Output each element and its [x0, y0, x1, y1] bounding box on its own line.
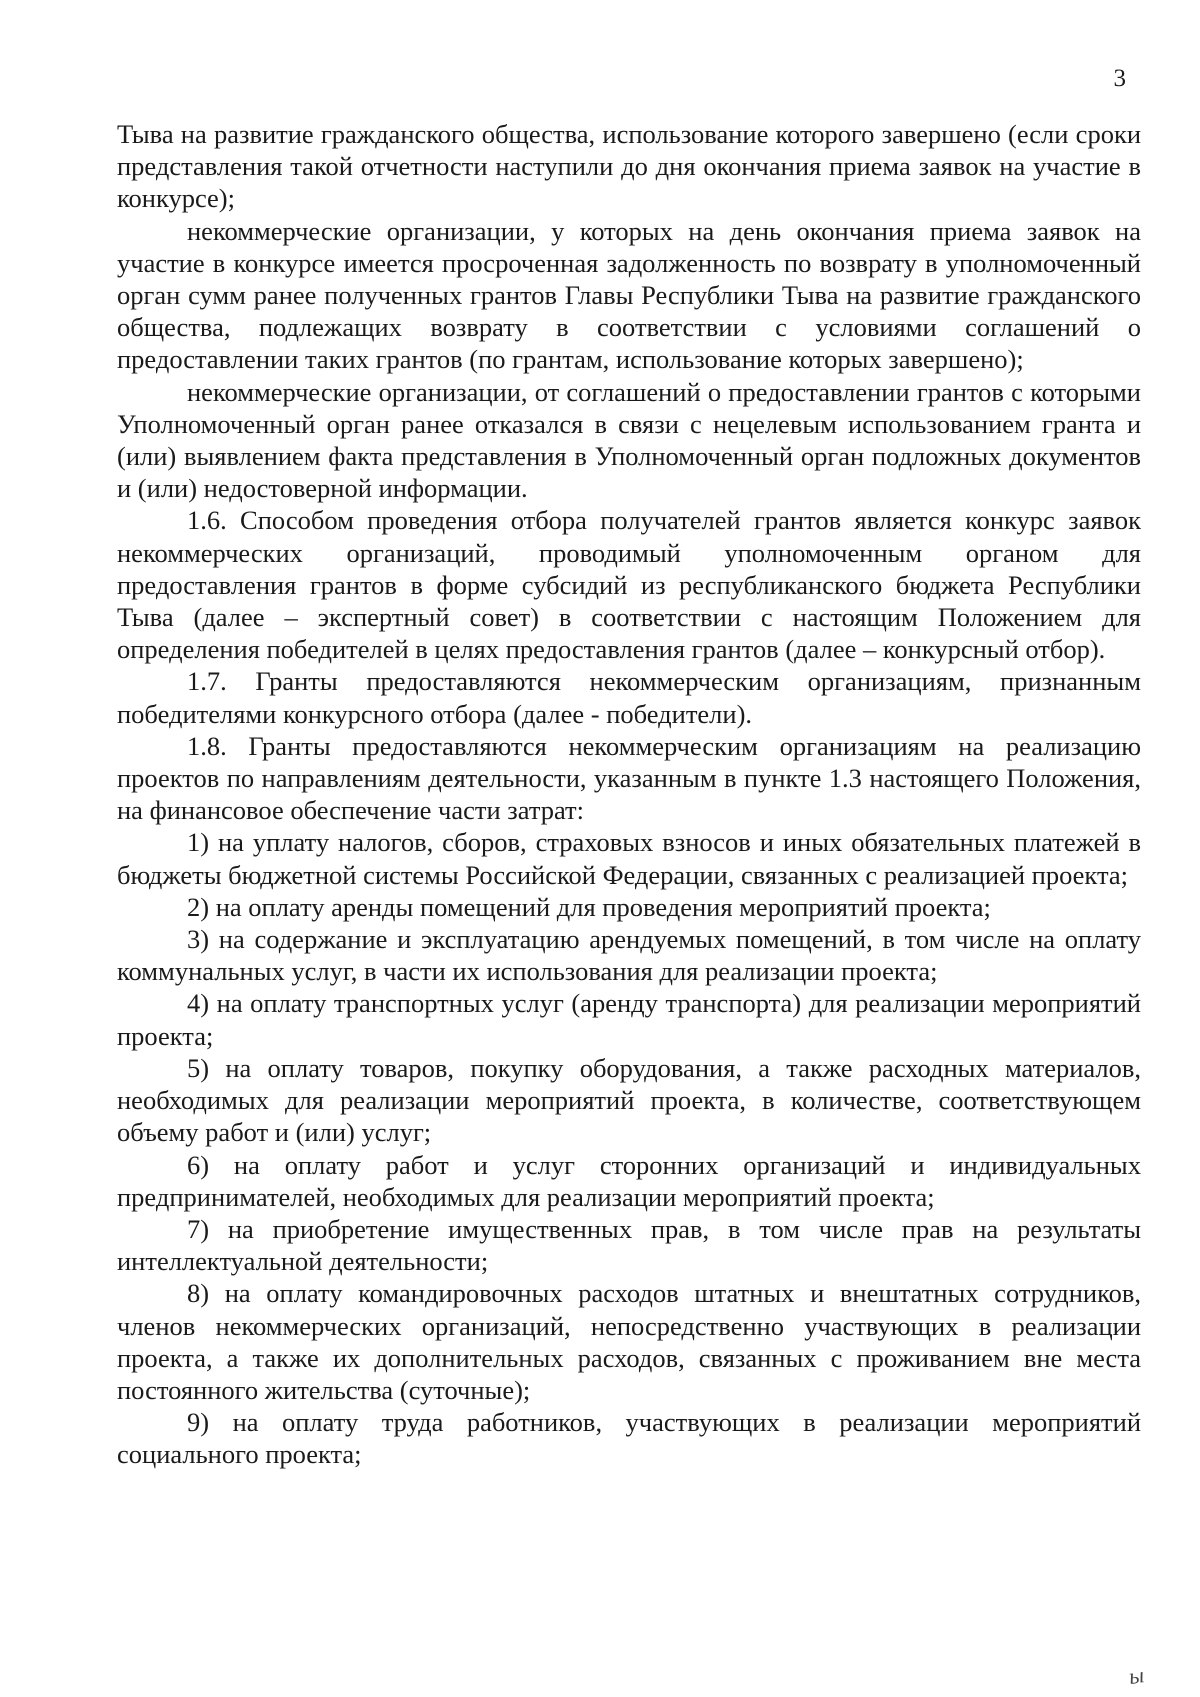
- paragraph: 1.8. Гранты предоставляются некоммерческим организациям на реализацию проектов по направлениям деятельности, указанным в пункте 1.3 настоящего Положения, на финансовое обеспечение части затрат:: [117, 730, 1141, 826]
- list-item: 3) на содержание и эксплуатацию арендуемых помещений, в том числе на оплату коммунальных услуг, в части их использования для реализации проекта;: [117, 924, 1141, 987]
- document-body: [117, 118, 1141, 1471]
- paragraph: некоммерческие организации, у которых на день окончания приема заявок на участие в конкурсе имеется просроченная задолженность по возврату в уполномоченный орган сумм ранее полученных грантов Главы Республики Тыва на развитие гражданского общества, подлежащих возврату в соответствии с условиями соглашений о предоставлении таких грантов (по грантам, использование которых завершено);: [117, 215, 1141, 375]
- list-item: 8) на оплату командировочных расходов штатных и внештатных сотрудников, членов некоммерческих организаций, непосредственно участвующих в реализации проекта, а также их дополнительных расходов, связанных с проживанием вне места постоянного жительства (суточные);: [117, 1278, 1141, 1405]
- paragraph: Тыва на развитие гражданского общества, использование которого завершено (если сроки представления такой отчетности наступили до дня окончания приема заявок на участие в конкурсе);: [117, 119, 1141, 214]
- list-item: 9) на оплату труда работников, участвующих в реализации мероприятий социального проекта;: [117, 1407, 1141, 1470]
- list-item: 5) на оплату товаров, покупку оборудования, а также расходных материалов, необходимых для реализации мероприятий проекта, в количестве, соответствующем объему работ и (или) услуг;: [117, 1052, 1141, 1148]
- list-item: 7) на приобретение имущественных прав, в том числе прав на результаты интеллектуальной деятельности;: [117, 1213, 1141, 1277]
- paragraph: некоммерческие организации, от соглашений о предоставлении грантов с которыми Уполномоченный орган ранее отказался в связи с нецелевым использованием гранта и (или) выявлением факта представления в Уполномоченный орган подложных документов и (или) недостоверной информации.: [117, 376, 1141, 504]
- paragraph: 1.6. Способом проведения отбора получателей грантов является конкурс заявок некоммерческих организаций, проводимый уполномоченным органом для предоставления грантов в форме субсидий из республиканского бюджета Республики Тыва (далее – экспертный совет) в соответствии с настоящим Положением для определения победителей в целях предоставления грантов (далее – конкурсный отбор).: [117, 505, 1141, 665]
- list-item: 2) на оплату аренды помещений для проведения мероприятий проекта;: [187, 891, 991, 922]
- list-item: 1) на уплату налогов, сборов, страховых взносов и иных обязательных платежей в бюджеты бюджетной системы Российской Федерации, связанных с реализацией проекта;: [117, 827, 1141, 890]
- paragraph: 1.7. Гранты предоставляются некоммерческим организациям, признанным победителями конкурсного отбора (далее - победители).: [117, 666, 1141, 729]
- list-item: 4) на оплату транспортных услуг (аренду транспорта) для реализации мероприятий проекта;: [117, 988, 1141, 1051]
- handwritten-margin-mark: ы: [1127, 1662, 1146, 1689]
- list-item: 6) на оплату работ и услуг сторонних организаций и индивидуальных предпринимателей, необходимых для реализации мероприятий проекта;: [117, 1149, 1141, 1212]
- page-number: 3: [1113, 65, 1126, 92]
